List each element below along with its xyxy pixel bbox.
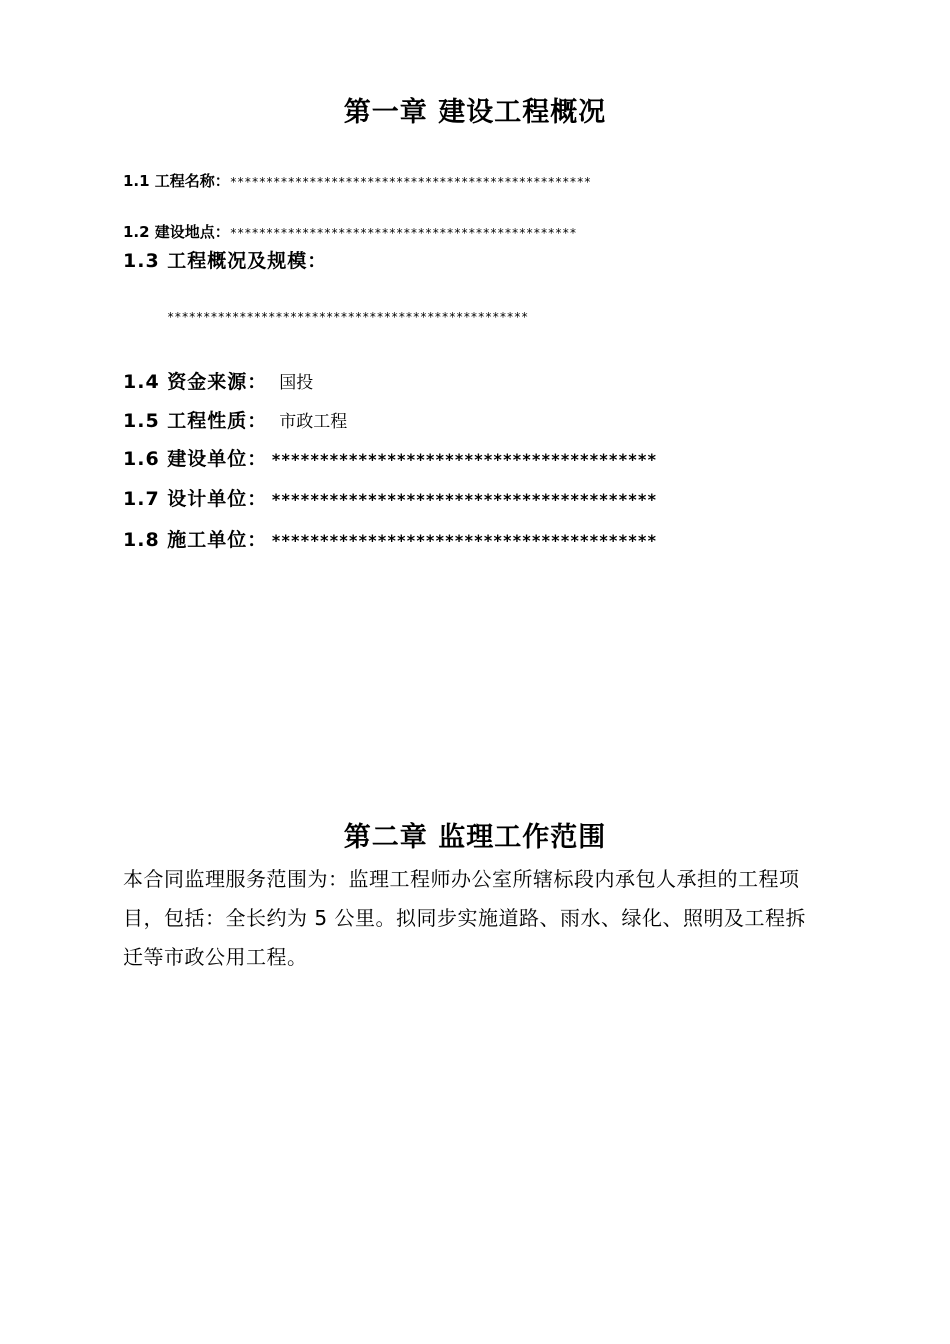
item-label: 1.6 建设单位： <box>123 448 268 470</box>
item-value: ************************************************ <box>229 226 577 240</box>
item-label: 1.5 工程性质： <box>123 410 268 432</box>
item-value: ************************************************** <box>229 175 592 189</box>
chapter-2-title: 第二章 监理工作范围 <box>343 822 607 853</box>
item-construction-unit <box>123 444 657 471</box>
item-value: 国投 <box>279 373 314 393</box>
item-project-nature <box>123 406 347 433</box>
item-value: **************************************** <box>271 531 657 550</box>
chapter-1-title: 第一章 建设工程概况 <box>343 97 607 128</box>
item-project-scale <box>123 246 327 273</box>
item-project-scale-value: ************************************************** <box>167 310 529 324</box>
item-value: **************************************** <box>271 490 657 509</box>
item-label: 1.4 资金来源： <box>123 371 268 393</box>
item-label: 1.3 工程概况及规模： <box>123 250 328 272</box>
item-funding-source <box>123 367 313 394</box>
item-value: 市政工程 <box>279 412 348 432</box>
item-builder-unit <box>123 525 657 552</box>
item-label: 1.8 施工单位： <box>123 529 268 551</box>
item-design-unit <box>123 484 657 511</box>
item-project-name <box>123 170 591 191</box>
item-construction-site <box>123 221 577 242</box>
item-label: 1.1 工程名称： <box>123 172 230 190</box>
item-value: **************************************** <box>271 450 657 469</box>
chapter-2-body: 本合同监理服务范围为：监理工程师办公室所辖标段内承包人承担的工程项目，包括：全长约为 5 公里。拟同步实施道路、雨水、绿化、照明及工程拆迁等市政公用工程。 <box>123 867 806 969</box>
item-label: 1.2 建设地点： <box>123 223 230 241</box>
item-label: 1.7 设计单位： <box>123 488 268 510</box>
